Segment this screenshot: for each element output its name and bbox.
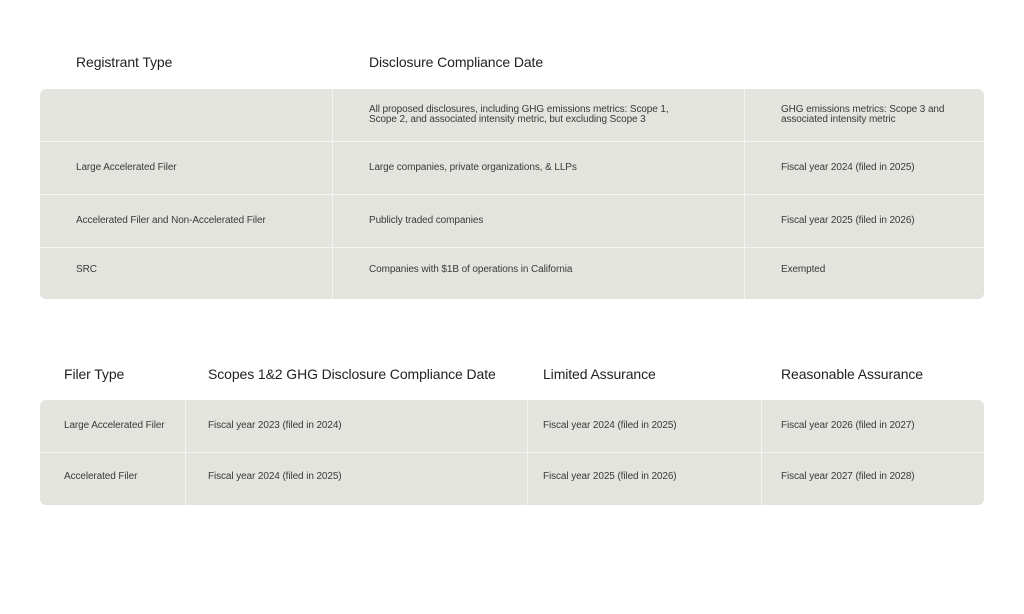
table-cell: Fiscal year 2024 (filed in 2025) — [208, 471, 342, 482]
table-cell: GHG emissions metrics: Scope 3 and associated intensity metric — [781, 104, 945, 125]
table2-header-filer-type: Filer Type — [64, 366, 125, 382]
table-cell: Accelerated Filer and Non-Accelerated Filer — [76, 215, 266, 226]
table-row — [40, 400, 984, 452]
table-row — [40, 89, 984, 141]
table2-header-limited-assurance: Limited Assurance — [543, 366, 656, 382]
table-cell: Accelerated Filer — [64, 471, 138, 482]
table-cell: Publicly traded companies — [369, 215, 484, 226]
table-row — [40, 247, 984, 299]
registrant-compliance-table — [40, 89, 984, 299]
filer-assurance-table — [40, 400, 984, 505]
table-cell: Fiscal year 2024 (filed in 2025) — [543, 420, 677, 431]
table1-header-registrant-type: Registrant Type — [76, 54, 173, 70]
table-cell: Large companies, private organizations, & LLPs — [369, 162, 577, 173]
table-row — [40, 452, 984, 505]
table-cell: SRC — [76, 264, 97, 275]
table-cell — [76, 89, 326, 141]
table-cell: Fiscal year 2025 (filed in 2026) — [781, 215, 915, 226]
table-cell: Fiscal year 2023 (filed in 2024) — [208, 420, 342, 431]
table-cell: Exempted — [781, 264, 826, 275]
table2-header-reasonable-assurance: Reasonable Assurance — [781, 366, 923, 382]
table-cell: All proposed disclosures, including GHG emissions metrics: Scope 1, Scope 2, and associated intensity metric, but excluding Scope 3 — [369, 104, 669, 125]
table-row — [40, 141, 984, 194]
table-cell: Fiscal year 2025 (filed in 2026) — [543, 471, 677, 482]
table1-header-disclosure-compliance-date: Disclosure Compliance Date — [369, 54, 544, 70]
table-cell: Large Accelerated Filer — [76, 162, 177, 173]
table-row — [40, 194, 984, 247]
table-cell: Fiscal year 2026 (filed in 2027) — [781, 420, 915, 431]
table-cell: Large Accelerated Filer — [64, 420, 165, 431]
table-cell: Fiscal year 2027 (filed in 2028) — [781, 471, 915, 482]
table-cell: Companies with $1B of operations in California — [369, 264, 573, 275]
table-cell: Fiscal year 2024 (filed in 2025) — [781, 162, 915, 173]
table2-header-scopes-compliance-date: Scopes 1&2 GHG Disclosure Compliance Date — [208, 366, 496, 382]
